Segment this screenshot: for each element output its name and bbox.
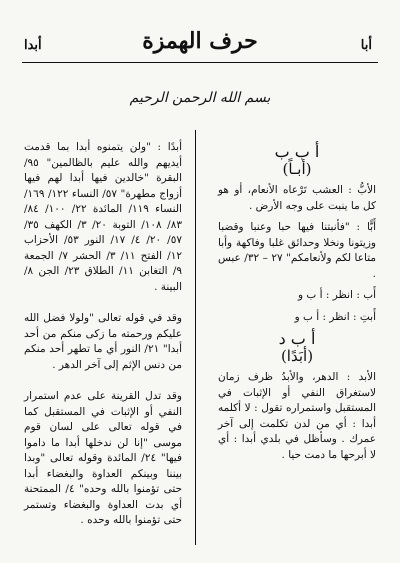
cross-reference: أَب : انظر : أ ب و [297,289,376,301]
cross-reference: أَبتِ : انظر : أ ب و [294,310,376,323]
right-column [218,140,376,469]
entry-heading: (أبـاً) [282,159,312,178]
basmala: بسم الله الرحمن الرحيم [129,90,271,106]
page-title: حرف الهمزة [142,28,258,54]
running-head-word: أبدا [24,38,42,53]
entry-text: أبدًا : "ولن يتمنوه أبدا بما قدمت أيديهم والله عليم بالظالمين" ٩٥/ البقرة "خالدين فيها أبدا لهم فيها أزواج مطهرة" ٥٧/ النساء ١٢٢/ ١٦٩/ النساء ١١٩/ المائدة ٢٢/ ١٠٠/ ٨٤/ ٨٣/ ١٠٨/ التوبة ٢٠/ ٣/ الكهف ٣٥/ ٥٧/ ٢٠/ ٤/ ١٧/ النور ٥٣/ الأحزاب ١٢/ الفتح ١١/ ٣/ الحشر ٧/ الجمعة ٩/ التغابن ١١/ الطلاق ٢٣/ الجن ٨/ البينة . [24,141,182,293]
entry-text: وقد تدل القرينة على عدم استمرار النفي أو الإثبات في المستقبل كما في قوله تعالى على لسان قوم موسى "إنا لن ندخلها أبدا ما داموا فيها" ٢٤/ المائدة وقوله تعالى "وبدا بيننا وبينكم العداوة والبغضاء أبدا حتى تؤمنوا بالله وحده" ٤/ الممتحنة أي بدت العداوة والبغضاء وتستمر حتى تؤمنوا بالله وحده . [24,390,182,526]
entry-text: الأبُّ : العشب تَرْعاه الأنعام، أو هو كل ما ينبت على وجه الأرض . [218,184,376,212]
entry-text: أَبًّا : "فأنبتنا فيها حبا وعنبا وقضبا وزيتونا ونخلا وحدائق غلبا وفاكهة وأبا متاعا لكم ولأنعامكم" ٢٧ – ٣٢/ عبس . [218,221,376,280]
left-column [24,140,182,535]
page-number: أبا [360,38,372,53]
entry-heading: (أبَدًا) [280,346,314,365]
entry-text: وقد في قوله تعالى "ولولا فضل الله عليكم ورحمته ما زكى منكم من أحد أبدا" ٢١/ النور أي ما تطهر أحد منكم من دنس الإثم إلى آخر الدهر . [24,312,182,371]
root-heading: أ ب ب [274,142,320,161]
column-divider [195,130,196,545]
entry-text: الأبد : الدهر، والأبدُ ظرف زمان لاستغراق النفي أو الإثبات في المستقبل واستمراره تقول : لا أكلمه أبدا : أي من لدن تكلمت إلى آخر عمرك . وسأظل في بلدي أبدا : أي لا أبرحها ما دمت حيا . [218,371,376,461]
root-heading: أ ب د [278,329,316,348]
header-rule [22,62,378,63]
